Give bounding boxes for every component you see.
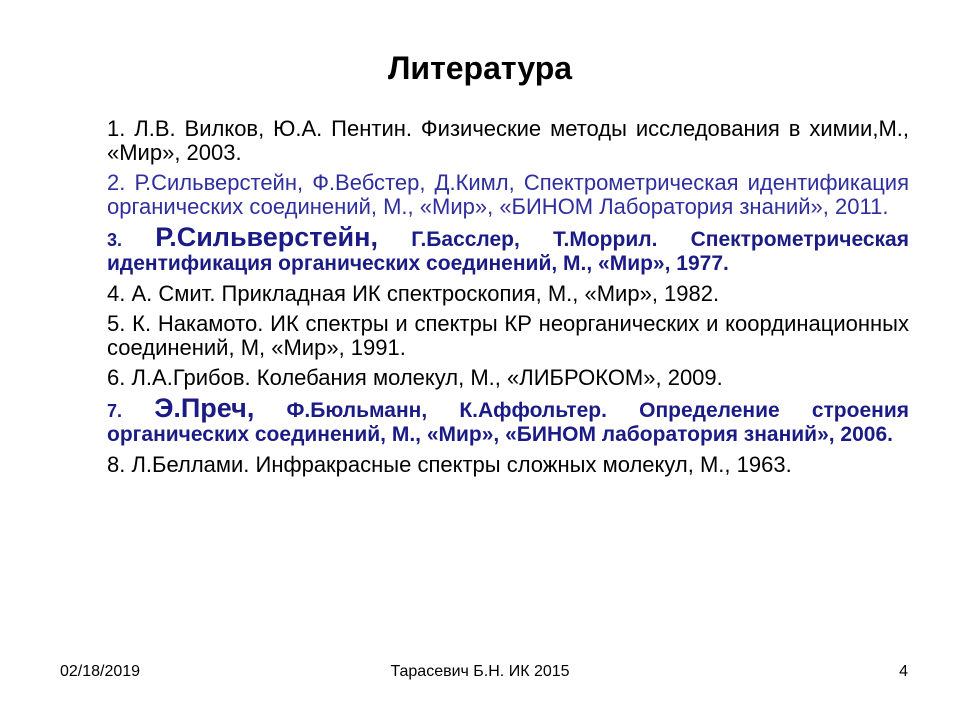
reference-lead-author: Р.Сильверстейн, [155,222,378,252]
reference-number: 7. [107,401,123,421]
reference-number: 6. [107,365,126,390]
reference-item [107,366,909,390]
reference-text: Л.А.Грибов. Колебания молекул, М., «ЛИБРОКОМ», 2009. [131,365,723,390]
slide-title: Литература [387,50,573,86]
reference-item [107,222,909,276]
reference-number: 5. [107,311,126,336]
reference-item [107,282,909,306]
footer-author: Тарасевич Б.Н. ИК 2015 [390,663,570,680]
reference-number: 3. [107,230,123,250]
reference-lead-author: Э.Преч, [154,393,255,423]
reference-item [107,312,909,360]
footer-date: 02/18/2019 [60,663,141,680]
reference-number: 4. [107,281,126,306]
reference-text: А. Смит. Прикладная ИК спектроскопия, М., «Мир», 1982. [131,281,720,306]
reference-text: Р.Сильверстейн, Ф.Вебстер, Д.Кимл, Спектрометрическая идентификация органических соединений, М., «Мир», «БИНОМ Лаборатория знаний», 2011. [107,170,909,219]
reference-item [107,117,909,165]
reference-item [107,453,909,477]
reference-text: Г.Басслер, Т.Моррил. Спектрометрическая идентификация органических соединений, М., «Мир», 1977. [107,228,909,275]
footer-page-number: 4 [899,663,908,680]
reference-text: Л.Беллами. Инфракрасные спектры сложных молекул, М., 1963. [131,452,792,477]
reference-number: 1. [107,116,126,141]
reference-item [107,171,909,219]
reference-number: 8. [107,452,126,477]
reference-list [107,117,909,483]
reference-text: Ф.Бюльманн, К.Аффольтер. Определение строения органических соединений, М., «Мир», «БИНОМ лаборатория знаний», 2006. [107,399,909,446]
reference-item [107,393,909,447]
reference-text: Л.В. Вилков, Ю.А. Пентин. Физические методы исследования в химии,М., «Мир», 2003. [107,116,909,165]
reference-number: 2. [107,170,126,195]
reference-text: К. Накамото. ИК спектры и спектры КР неорганических и координационных соединений, М, «Мир», 1991. [107,311,909,360]
